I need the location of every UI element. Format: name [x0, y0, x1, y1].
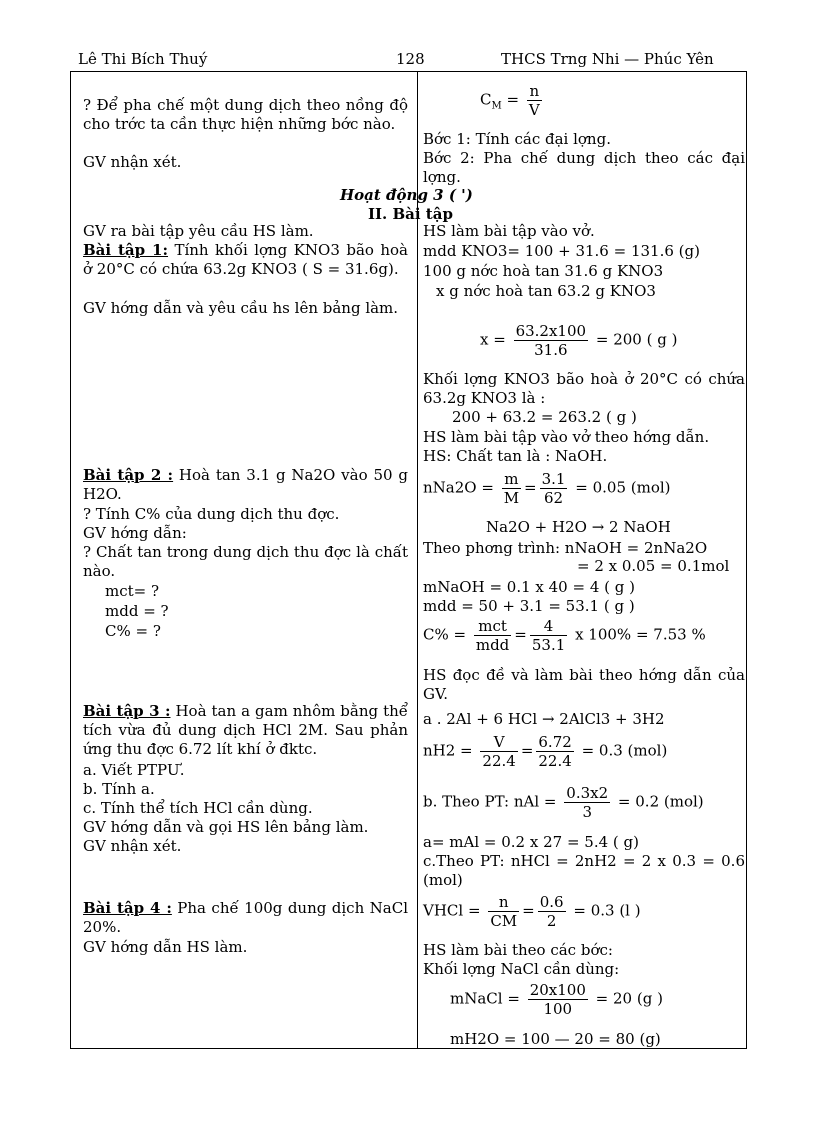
activity-title: Hoạt động 3 ( ') — [340, 186, 473, 204]
ex3-r2: a= mAl = 0.2 x 27 = 5.4 ( g) — [423, 833, 639, 851]
ex3-b: b. Tính a. — [83, 780, 155, 798]
step-2: Bớc 2: Pha chế dung dịch theo các đại lợng. — [423, 149, 745, 186]
ex2-m1: mct= ? — [105, 582, 160, 600]
ex2-problem: Bài tập 2 : Hoà tan 3.1 g Na2O vào 50 g H2O. — [83, 466, 408, 503]
ex3-a: a. Viết PTPƯ. — [83, 761, 185, 779]
ex3-r1: a . 2Al + 6 HCl → 2AlCl3 + 3H2 — [423, 710, 665, 728]
ex2-r6: mdd = 50 + 3.1 = 53.1 ( g ) — [423, 597, 635, 615]
ex4-r3: mH2O = 100 — 20 = 80 (g) — [450, 1030, 661, 1048]
ex4-guide: GV hớng dẫn HS làm. — [83, 938, 248, 956]
ex2-q1: ? Tính C% của dung dịch thu đợc. — [83, 505, 340, 523]
ex1-problem: Bài tập 1: Tính khối lợng KNO3 bão hoà ở 20°C có chứa 63.2g KNO3 ( S = 31.6g). — [83, 241, 408, 278]
ex2-n-formula: nNa2O = $\frac{m}{M}$ = $\frac{3.1}{62}$ = 0.05 (mol) — [423, 470, 671, 507]
step-1: Bớc 1: Tính các đại lợng. — [423, 130, 611, 148]
top-left-question: ? Để pha chế một dung dịch theo nồng độ cho trớc ta cần thực hiện những bớc nào. — [83, 96, 408, 133]
ex3-guide: GV hớng dẫn và gọi HS lên bảng làm. — [83, 818, 369, 836]
ex2-r4: = 2 x 0.05 = 0.1mol — [577, 557, 730, 575]
ex3-r0: HS đọc đề và làm bài theo hớng dẫn của GV. — [423, 666, 745, 703]
ex1-r6: 200 + 63.2 = 263.2 ( g ) — [452, 408, 637, 426]
ex1-r1: HS làm bài tập vào vở. — [423, 222, 595, 240]
ex3-v-formula: VHCl = $\frac{n}{CM}$ = $\frac{0.6}{2}$ = 0.3 (l ) — [423, 893, 641, 930]
ex1-r2: mdd KNO3= 100 + 31.6 = 131.6 (g) — [423, 242, 700, 260]
ex1-x-formula: x = $\frac{63.2x100}{31.6}$ = 200 ( g ) — [480, 322, 678, 359]
cm-formula: $C_M$ = $\frac{n}{V}$ — [480, 82, 540, 119]
ex1-guide: GV hớng dẫn và yêu cầu hs lên bảng làm. — [83, 299, 399, 317]
top-left-gv: GV nhận xét. — [83, 153, 182, 171]
ex3-gv: GV nhận xét. — [83, 837, 182, 855]
school-name: THCS Trng Nhi — Phúc Yên — [501, 50, 714, 68]
ex4-r2: Khối lợng NaCl cần dùng: — [423, 960, 620, 978]
ex2-r2: HS: Chất tan là : NaOH. — [423, 447, 608, 465]
ex4-r1: HS làm bài theo các bớc: — [423, 941, 613, 959]
ex3-h-formula: nH2 = $\frac{V}{22.4}$ = $\frac{6.72}{22.4}$ = 0.3 (mol) — [423, 733, 668, 770]
table-top-border — [70, 71, 747, 72]
ex1-r5: Khối lợng KNO3 bão hoà ở 20°C có chứa 63.2g KNO3 là : — [423, 370, 745, 407]
ex1-intro: GV ra bài tập yêu cầu HS làm. — [83, 222, 314, 240]
ex4-m-formula: mNaCl = $\frac{20x100}{100}$ = 20 (g ) — [450, 981, 663, 1018]
ex2-equation: Na2O + H2O → 2 NaOH — [486, 518, 671, 536]
ex2-q2: ? Chất tan trong dung dịch thu đợc là chất nào. — [83, 543, 408, 580]
ex3-b-formula: b. Theo PT: nAl = $\frac{0.3x2}{3}$ = 0.2 (mol) — [423, 784, 704, 821]
table-left-border — [70, 71, 71, 1048]
ex3-problem: Bài tập 3 : Hoà tan a gam nhôm bằng thể tích vừa đủ dung dịch HCl 2M. Sau phản ứng thu đợc 6.72 lít khí ở đktc. — [83, 702, 409, 758]
ex4-problem: Bài tập 4 : Pha chế 100g dung dịch NaCl 20%. — [83, 899, 409, 936]
ex2-r3: Theo phơng trình: nNaOH = 2nNa2O — [423, 539, 708, 557]
ex3-r3: c.Theo PT: nHCl = 2nH2 = 2 x 0.3 = 0.6 (mol) — [423, 852, 745, 889]
ex2-r5: mNaOH = 0.1 x 40 = 4 ( g ) — [423, 578, 635, 596]
ex2-c-formula: C% = $\frac{\text{mct}}{\text{mdd}}$ = $\frac{4}{53.1}$ x 100% = 7.53 % — [423, 617, 706, 654]
ex2-m2: mdd = ? — [105, 602, 169, 620]
ex2-guide: GV hớng dẫn: — [83, 524, 187, 542]
ex1-r4: x g nớc hoà tan 63.2 g KNO3 — [436, 282, 656, 300]
ex2-m3: C% = ? — [105, 622, 161, 640]
ex2-r1: HS làm bài tập vào vở theo hớng dẫn. — [423, 428, 710, 446]
section-title: II. Bài tập — [368, 205, 453, 223]
ex1-r3: 100 g nớc hoà tan 31.6 g KNO3 — [423, 262, 664, 280]
page-number: 128 — [396, 50, 425, 68]
author-name: Lê Thi Bích Thuý — [78, 50, 208, 68]
ex3-c: c. Tính thể tích HCl cần dùng. — [83, 799, 313, 817]
